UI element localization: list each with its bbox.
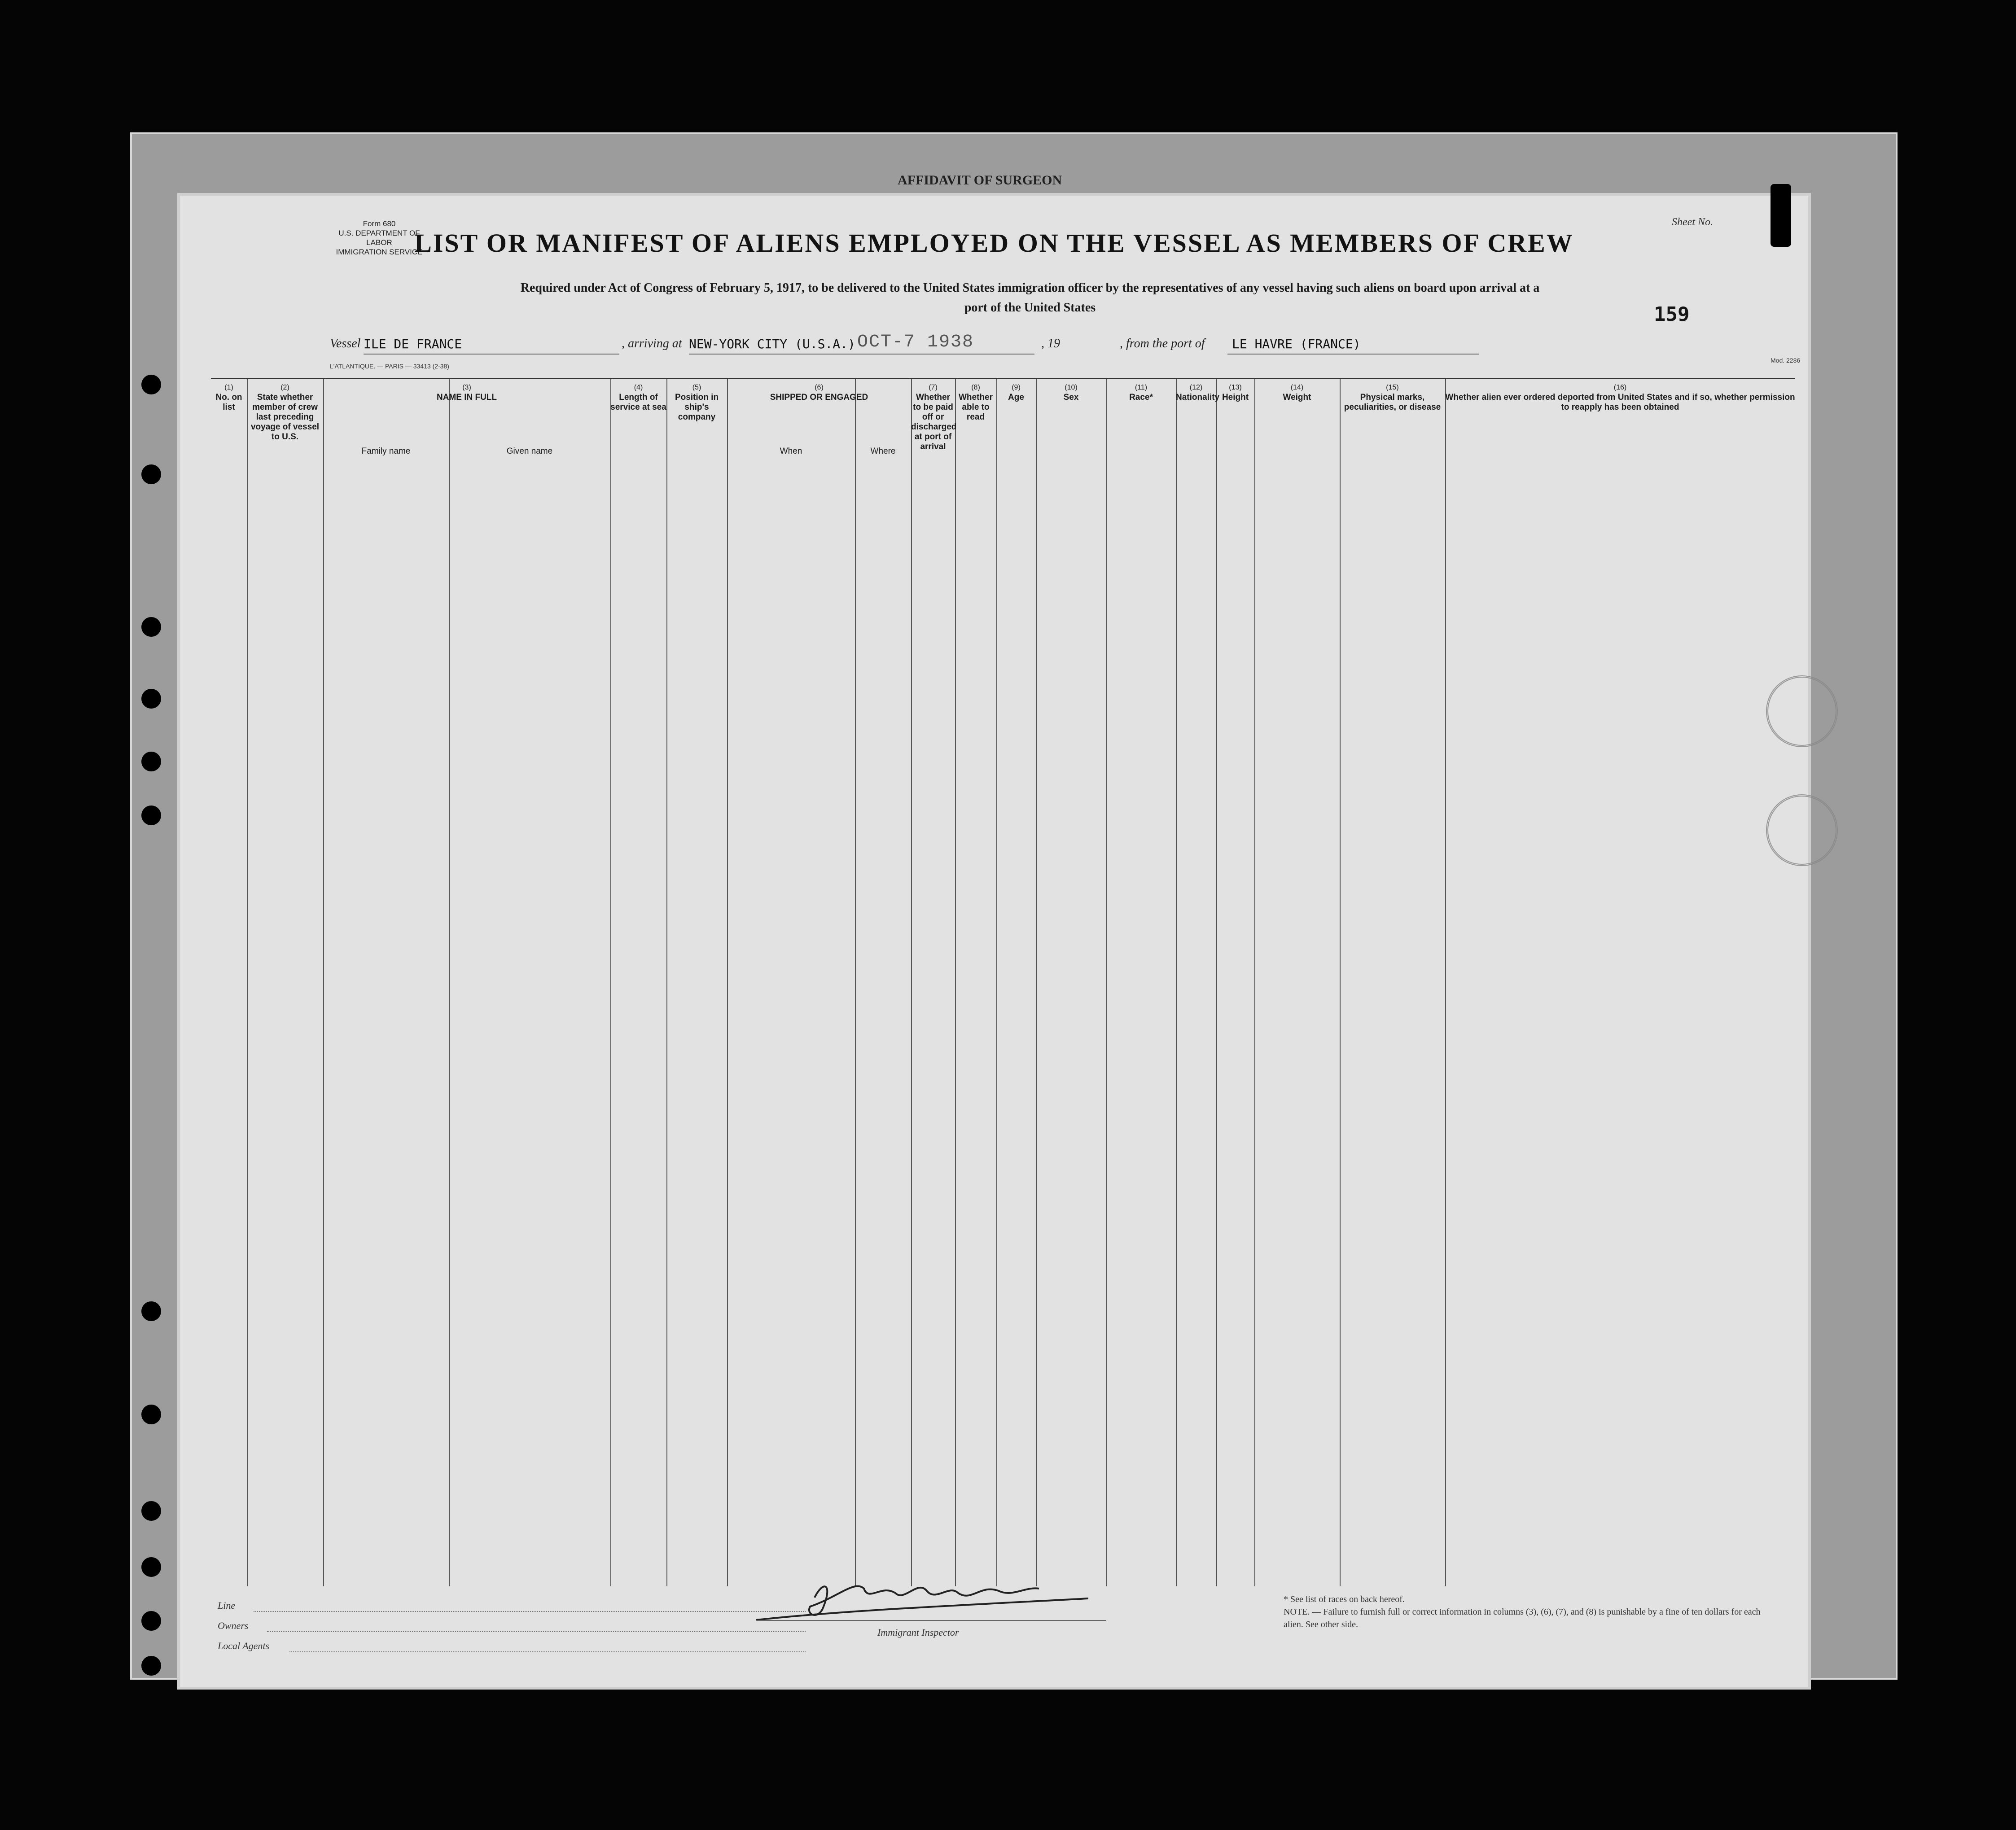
column-label: Weight bbox=[1283, 393, 1311, 402]
column-number: (12) bbox=[1189, 384, 1203, 391]
column-header-16 bbox=[1445, 383, 1795, 412]
column-divider bbox=[449, 379, 450, 1586]
column-divider bbox=[1176, 379, 1177, 1586]
column-header-2 bbox=[247, 383, 323, 442]
punch-hole bbox=[141, 752, 161, 771]
column-number: (13) bbox=[1229, 384, 1242, 391]
vessel-name: ILE DE FRANCE bbox=[364, 337, 462, 351]
form-number: Form 680 bbox=[363, 219, 396, 228]
column-label: Whether alien ever ordered deported from United States and if so, whether permission to reapply has been obtained bbox=[1445, 393, 1795, 412]
column-header-11 bbox=[1106, 383, 1176, 403]
column-subheader: When bbox=[780, 447, 802, 456]
column-label: Nationality bbox=[1176, 393, 1220, 402]
column-header-4 bbox=[610, 383, 666, 412]
column-divider bbox=[323, 379, 324, 1586]
owners-label: Owners bbox=[218, 1620, 249, 1631]
circular-stamp bbox=[1766, 675, 1838, 747]
departure-port: LE HAVRE (FRANCE) bbox=[1232, 337, 1361, 351]
column-divider bbox=[1340, 379, 1341, 1586]
column-label: NAME IN FULL bbox=[436, 393, 497, 402]
column-subheader: Where bbox=[870, 447, 896, 456]
column-label: No. on list bbox=[215, 393, 242, 412]
column-divider bbox=[610, 379, 611, 1586]
column-number: (5) bbox=[692, 384, 701, 391]
column-label: Whether able to read bbox=[959, 393, 993, 422]
column-divider bbox=[911, 379, 912, 1586]
circular-stamp bbox=[1766, 794, 1838, 866]
subtitle-line-1: Required under Act of Congress of February 5, 1917, to be delivered to the United States immigration officer by the representatives of any vessel having such aliens on board upon arrival at a bbox=[520, 281, 1540, 295]
column-divider bbox=[1106, 379, 1107, 1586]
column-divider bbox=[247, 379, 248, 1586]
line-field bbox=[254, 1611, 806, 1612]
from-label: , from the port of bbox=[1120, 337, 1205, 350]
column-label: Age bbox=[1008, 393, 1024, 402]
owners-field bbox=[267, 1631, 806, 1632]
column-number: (15) bbox=[1386, 384, 1399, 391]
column-divider bbox=[1036, 379, 1037, 1586]
column-label: Sex bbox=[1063, 393, 1079, 402]
year-label: , 19 bbox=[1041, 337, 1060, 350]
line-label: Line bbox=[218, 1600, 236, 1611]
punch-hole bbox=[141, 1656, 161, 1676]
departure-port-underline bbox=[1227, 354, 1479, 355]
local-agents-label: Local Agents bbox=[218, 1640, 270, 1651]
punch-hole bbox=[141, 1301, 161, 1321]
form-service: IMMIGRATION SERVICE bbox=[336, 248, 423, 256]
column-header-6 bbox=[727, 383, 911, 403]
column-number: (1) bbox=[224, 384, 233, 391]
column-number: (11) bbox=[1135, 384, 1148, 391]
column-label: Length of service at sea bbox=[610, 393, 666, 412]
arrival-port-underline bbox=[689, 354, 1034, 355]
manifest-page bbox=[177, 193, 1811, 1690]
punch-hole bbox=[141, 806, 161, 825]
column-divider bbox=[727, 379, 728, 1586]
column-divider bbox=[1254, 379, 1255, 1586]
column-label: Position in ship's company bbox=[675, 393, 719, 422]
column-header-8 bbox=[955, 383, 996, 422]
column-header-13 bbox=[1216, 383, 1254, 403]
column-header-12 bbox=[1176, 383, 1220, 403]
local-agents-field bbox=[289, 1651, 806, 1652]
affidavit-label: AFFIDAVIT OF SURGEON bbox=[898, 173, 1062, 188]
column-number: (4) bbox=[634, 384, 643, 391]
vessel-name-underline bbox=[364, 354, 619, 355]
punch-hole bbox=[141, 464, 161, 484]
footnote bbox=[1284, 1593, 1777, 1631]
column-subheader: Given name bbox=[506, 447, 553, 456]
column-label: Race* bbox=[1129, 393, 1153, 402]
punch-hole bbox=[141, 617, 161, 637]
column-header-14 bbox=[1254, 383, 1340, 403]
column-label: SHIPPED OR ENGAGED bbox=[770, 393, 868, 402]
column-number: (3) bbox=[462, 384, 471, 391]
printer-mark: L'ATLANTIQUE. — PARIS — 33413 (2-38) bbox=[330, 363, 449, 370]
column-number: (10) bbox=[1065, 384, 1078, 391]
column-divider bbox=[666, 379, 667, 1586]
column-divider bbox=[955, 379, 956, 1586]
punch-hole bbox=[141, 1557, 161, 1577]
column-header-5 bbox=[666, 383, 727, 422]
subtitle-line-2: port of the United States bbox=[964, 301, 1096, 315]
column-divider bbox=[1445, 379, 1446, 1586]
punch-hole bbox=[141, 689, 161, 709]
column-header-7 bbox=[911, 383, 955, 452]
punch-hole bbox=[141, 375, 161, 394]
footnote-penalty: NOTE. — Failure to furnish full or correct information in columns (3), (6), (7), and (8) is punishable by a fine of ten dollars for each alien. See other side. bbox=[1284, 1607, 1761, 1629]
footnote-races: * See list of races on back hereof. bbox=[1284, 1594, 1405, 1604]
column-header-9 bbox=[996, 383, 1036, 403]
form-department: U.S. DEPARTMENT OF LABOR bbox=[338, 229, 420, 247]
document-title: LIST OR MANIFEST OF ALIENS EMPLOYED ON THE VESSEL AS MEMBERS OF CREW bbox=[414, 228, 1574, 258]
inspector-label: Immigrant Inspector bbox=[877, 1627, 959, 1638]
column-number: (9) bbox=[1012, 384, 1021, 391]
column-number: (16) bbox=[1613, 384, 1627, 391]
column-divider bbox=[1216, 379, 1217, 1586]
column-divider bbox=[996, 379, 997, 1586]
column-header-3 bbox=[323, 383, 610, 403]
column-number: (14) bbox=[1290, 384, 1304, 391]
sheet-number: 159 bbox=[1654, 303, 1690, 326]
arriving-label: , arriving at bbox=[622, 337, 682, 350]
inspector-signature-line bbox=[756, 1620, 1106, 1621]
column-label: Height bbox=[1222, 393, 1249, 402]
column-subheader: Family name bbox=[361, 447, 411, 456]
column-number: (6) bbox=[815, 384, 824, 391]
sheet-label: Sheet No. bbox=[1672, 216, 1713, 228]
vessel-line bbox=[330, 332, 1676, 358]
punch-hole bbox=[141, 1405, 161, 1424]
column-label: State whether member of crew last preceding voyage of vessel to U.S. bbox=[250, 393, 320, 442]
column-header-1 bbox=[211, 383, 247, 412]
punch-hole bbox=[141, 1611, 161, 1631]
column-number: (2) bbox=[280, 384, 289, 391]
column-header-10 bbox=[1036, 383, 1106, 403]
column-label: Whether to be paid off or discharged at port of arrival bbox=[911, 393, 957, 451]
column-number: (7) bbox=[929, 384, 938, 391]
arrival-port: NEW-YORK CITY (U.S.A.) bbox=[689, 337, 855, 351]
column-label: Physical marks, peculiarities, or disease bbox=[1344, 393, 1441, 412]
mod-number: Mod. 2286 bbox=[1771, 357, 1801, 364]
column-divider bbox=[855, 379, 856, 1586]
punch-hole bbox=[141, 1501, 161, 1521]
document-subtitle bbox=[312, 278, 1748, 318]
column-header-15 bbox=[1340, 383, 1445, 412]
vessel-label: Vessel bbox=[330, 337, 361, 350]
arrival-date-stamp: OCT-7 1938 bbox=[857, 332, 974, 352]
column-number: (8) bbox=[971, 384, 980, 391]
crew-table bbox=[211, 378, 1795, 1586]
